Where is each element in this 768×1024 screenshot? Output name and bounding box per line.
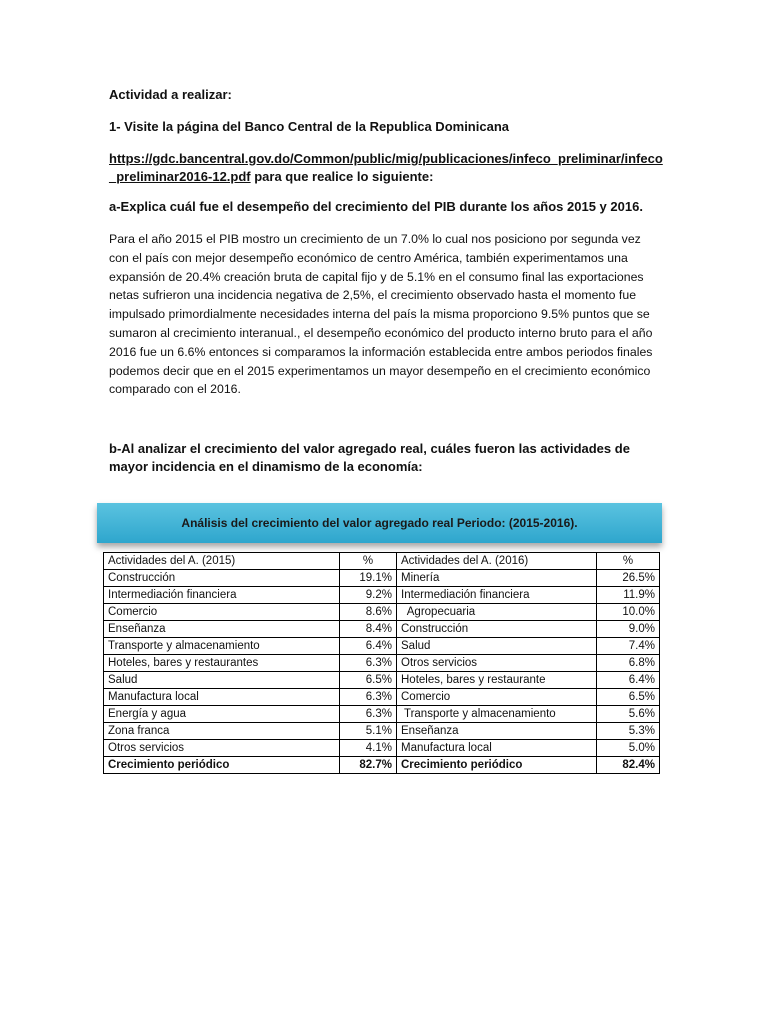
total-activity-2016: Crecimiento periódico (397, 757, 597, 774)
cell-pct-2015: 6.4% (340, 638, 397, 655)
table-row (104, 587, 660, 604)
answer-a-paragraph: Para el año 2015 el PIB mostro un crecimiento de un 7.0% lo cual nos posiciono por segunda vez con el país con mejor desempeño económico de centro América, también experimentamos una expansión de 20.4% creación bruta de capital fijo y de 5.1% en el consumo final las exportaciones netas sufrieron una incidencia negativa de 2,5%, el crecimiento observado hasta el momento fue impulsado primordialmente necesidades interna del país la misma proporciono 9.5% puntos que se sumaron al crecimiento interanual., el desempeño económico del producto interno bruto para el año 2016 fue un 6.6% entonces si comparamos la información establecida entre ambos periodos finales podemos decir que en el 2015 experimentamos un mayor desempeño en el crecimiento económico comparado con el 2016. (109, 232, 653, 397)
table-row (104, 570, 660, 587)
total-pct-2016: 82.4% (597, 757, 660, 774)
cell-activity-2016: Manufactura local (397, 740, 597, 757)
cell-pct-2015: 5.1% (340, 723, 397, 740)
table-header-row (104, 553, 660, 570)
table-title: Análisis del crecimiento del valor agregado real Periodo: (2015-2016). (181, 516, 578, 530)
cell-pct-2016: 7.4% (597, 638, 660, 655)
total-activity-2015: Crecimiento periódico (104, 757, 340, 774)
table-row (104, 723, 660, 740)
table-body (104, 570, 660, 774)
cell-pct-2016: 6.8% (597, 655, 660, 672)
cell-activity-2016: Transporte y almacenamiento (397, 706, 597, 723)
cell-activity-2015: Intermediación financiera (104, 587, 340, 604)
cell-pct-2016: 10.0% (597, 604, 660, 621)
url-suffix: para que realice lo siguiente: (250, 169, 434, 184)
activity-heading: Actividad a realizar: (109, 87, 232, 102)
source-link-line1[interactable]: https://gdc.bancentral.gov.do/Common/public/mig/publicaciones/infeco_preliminar/infeco (109, 151, 663, 166)
cell-pct-2015: 9.2% (340, 587, 397, 604)
cell-activity-2015: Hoteles, bares y restaurantes (104, 655, 340, 672)
cell-pct-2015: 6.3% (340, 706, 397, 723)
cell-activity-2015: Comercio (104, 604, 340, 621)
cell-activity-2016: Hoteles, bares y restaurante (397, 672, 597, 689)
source-link-line2[interactable]: _preliminar2016-12.pdf (109, 169, 251, 184)
header-activities-2015: Actividades del A. (2015) (104, 553, 340, 570)
question-a: a-Explica cuál fue el desempeño del crecimiento del PIB durante los años 2015 y 2016. (109, 199, 643, 214)
cell-pct-2015: 6.3% (340, 655, 397, 672)
cell-activity-2015: Enseñanza (104, 621, 340, 638)
table-row (104, 621, 660, 638)
cell-activity-2015: Zona franca (104, 723, 340, 740)
cell-activity-2016: Agropecuaria (397, 604, 597, 621)
table-row (104, 672, 660, 689)
cell-pct-2015: 6.5% (340, 672, 397, 689)
table-row (104, 740, 660, 757)
cell-pct-2015: 8.4% (340, 621, 397, 638)
table-row (104, 638, 660, 655)
cell-activity-2015: Transporte y almacenamiento (104, 638, 340, 655)
cell-activity-2015: Construcción (104, 570, 340, 587)
table-row (104, 706, 660, 723)
cell-pct-2015: 8.6% (340, 604, 397, 621)
cell-pct-2015: 19.1% (340, 570, 397, 587)
table-title-banner (97, 503, 662, 543)
cell-activity-2016: Minería (397, 570, 597, 587)
cell-pct-2016: 5.3% (597, 723, 660, 740)
cell-pct-2016: 5.6% (597, 706, 660, 723)
cell-activity-2016: Salud (397, 638, 597, 655)
url-paragraph (109, 150, 669, 186)
header-activities-2016: Actividades del A. (2016) (397, 553, 597, 570)
cell-activity-2016: Construcción (397, 621, 597, 638)
step1-heading: 1- Visite la página del Banco Central de la Republica Dominicana (109, 119, 509, 134)
table-row (104, 689, 660, 706)
table-total-row (104, 757, 660, 774)
header-pct-2015: % (340, 553, 397, 570)
total-pct-2015: 82.7% (340, 757, 397, 774)
cell-pct-2016: 9.0% (597, 621, 660, 638)
cell-activity-2015: Salud (104, 672, 340, 689)
cell-pct-2015: 4.1% (340, 740, 397, 757)
cell-pct-2016: 5.0% (597, 740, 660, 757)
cell-pct-2016: 11.9% (597, 587, 660, 604)
question-b: b-Al analizar el crecimiento del valor agregado real, cuáles fueron las actividades de mayor incidencia en el dinamismo de la economía: (109, 441, 630, 474)
cell-activity-2015: Energía y agua (104, 706, 340, 723)
cell-activity-2016: Otros servicios (397, 655, 597, 672)
cell-activity-2016: Comercio (397, 689, 597, 706)
cell-activity-2015: Otros servicios (104, 740, 340, 757)
cell-pct-2015: 6.3% (340, 689, 397, 706)
cell-pct-2016: 6.4% (597, 672, 660, 689)
header-pct-2016: % (597, 553, 660, 570)
cell-pct-2016: 26.5% (597, 570, 660, 587)
table-row (104, 604, 660, 621)
cell-activity-2015: Manufactura local (104, 689, 340, 706)
cell-activity-2016: Intermediación financiera (397, 587, 597, 604)
cell-pct-2016: 6.5% (597, 689, 660, 706)
table-row (104, 655, 660, 672)
cell-activity-2016: Enseñanza (397, 723, 597, 740)
growth-table (103, 552, 660, 774)
